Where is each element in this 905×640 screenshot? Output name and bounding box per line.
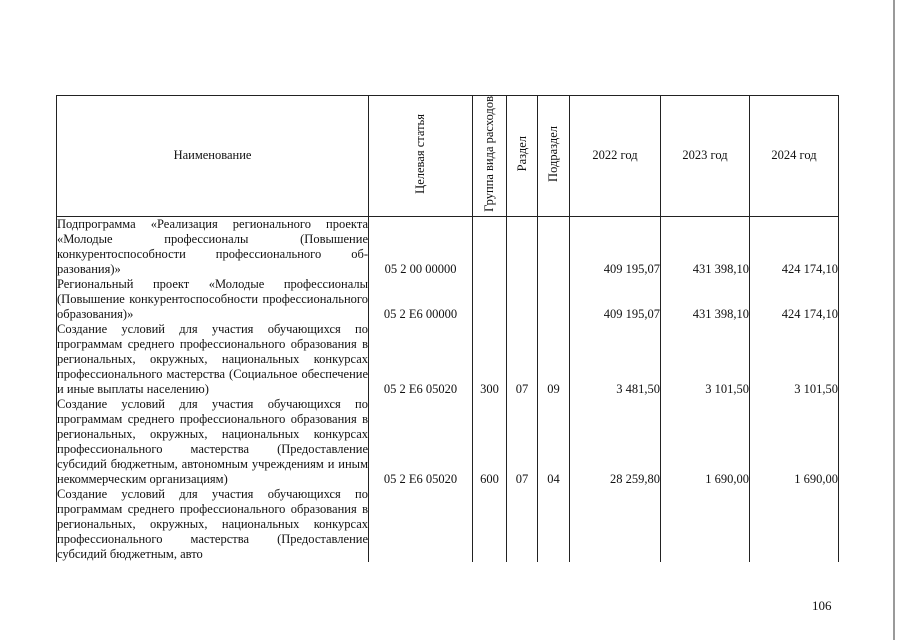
table-row [57, 487, 839, 562]
row-subsection [538, 487, 570, 562]
row-subsection [538, 277, 570, 322]
row-subsection: 04 [538, 397, 570, 487]
row-target-article: 05 2 00 00000 [369, 216, 473, 277]
row-amount-2022: 409 195,07 [570, 277, 661, 322]
row-name: Создание условий для участия обучающихся по программам среднего профессионального образования в региональных, окружных, национальных конкурсах профессионального мастерства (Предоставление субсидий бюджетным, авто [57, 486, 368, 561]
header-target-article: Целевая статья [369, 96, 473, 217]
row-amount-2022: 3 481,50 [570, 322, 661, 397]
row-section [507, 277, 538, 322]
header-subsection: Подраздел [538, 96, 570, 217]
row-amount-2024: 424 174,10 [750, 216, 839, 277]
budget-table [56, 95, 839, 562]
row-amount-2023 [661, 487, 750, 562]
row-amount-2023: 1 690,00 [661, 397, 750, 487]
row-target-article: 05 2 E6 00000 [369, 277, 473, 322]
row-amount-2023: 431 398,10 [661, 216, 750, 277]
row-expense-group [473, 277, 507, 322]
row-amount-2024: 1 690,00 [750, 397, 839, 487]
header-year-2023: 2023 год [661, 96, 750, 217]
row-section [507, 487, 538, 562]
row-target-article: 05 2 E6 05020 [369, 397, 473, 487]
row-amount-2022: 409 195,07 [570, 216, 661, 277]
row-amount-2022 [570, 487, 661, 562]
row-expense-group: 600 [473, 397, 507, 487]
row-name: Подпрограмма «Реализация регионального проекта «Молодые профессионалы (Повышение конкурентоспособности профессионального образования)» [57, 216, 368, 276]
row-section: 07 [507, 397, 538, 487]
row-amount-2024: 424 174,10 [750, 277, 839, 322]
table-row [57, 397, 839, 487]
row-name: Региональный проект «Молодые профессионалы (Повышение конкурентоспособности профессионального образования)» [57, 276, 368, 321]
row-target-article [369, 487, 473, 562]
header-section: Раздел [507, 96, 538, 217]
row-name: Создание условий для участия обучающихся по программам среднего профессионального образования в региональных, окружных, национальных конкурсах профессионального мастерства (Предоставление субсидий бюджетным, автономным учреждениям и иным некоммерческим организациям) [57, 396, 368, 486]
row-amount-2024: 3 101,50 [750, 322, 839, 397]
table-row [57, 216, 839, 277]
page-edge-line [893, 0, 895, 640]
header-year-2024: 2024 год [750, 96, 839, 217]
row-amount-2023: 431 398,10 [661, 277, 750, 322]
row-target-article: 05 2 E6 05020 [369, 322, 473, 397]
table-header-row [57, 96, 839, 217]
row-expense-group [473, 487, 507, 562]
table-row [57, 277, 839, 322]
row-subsection: 09 [538, 322, 570, 397]
row-name: Создание условий для участия обучающихся по программам среднего профессионального образования в региональных, окружных, национальных конкурсах профессионального мастерства (Социальное обеспечение и иные выплаты населению) [57, 321, 368, 396]
row-amount-2022: 28 259,80 [570, 397, 661, 487]
page-number: 106 [812, 598, 832, 613]
header-expense-group: Группа вида расходов [473, 96, 507, 217]
row-section [507, 216, 538, 277]
row-expense-group: 300 [473, 322, 507, 397]
header-year-2022: 2022 год [570, 96, 661, 217]
row-amount-2023: 3 101,50 [661, 322, 750, 397]
row-section: 07 [507, 322, 538, 397]
header-name: Наименование [57, 96, 369, 217]
row-amount-2024 [750, 487, 839, 562]
row-subsection [538, 216, 570, 277]
table-row [57, 322, 839, 397]
row-expense-group [473, 216, 507, 277]
